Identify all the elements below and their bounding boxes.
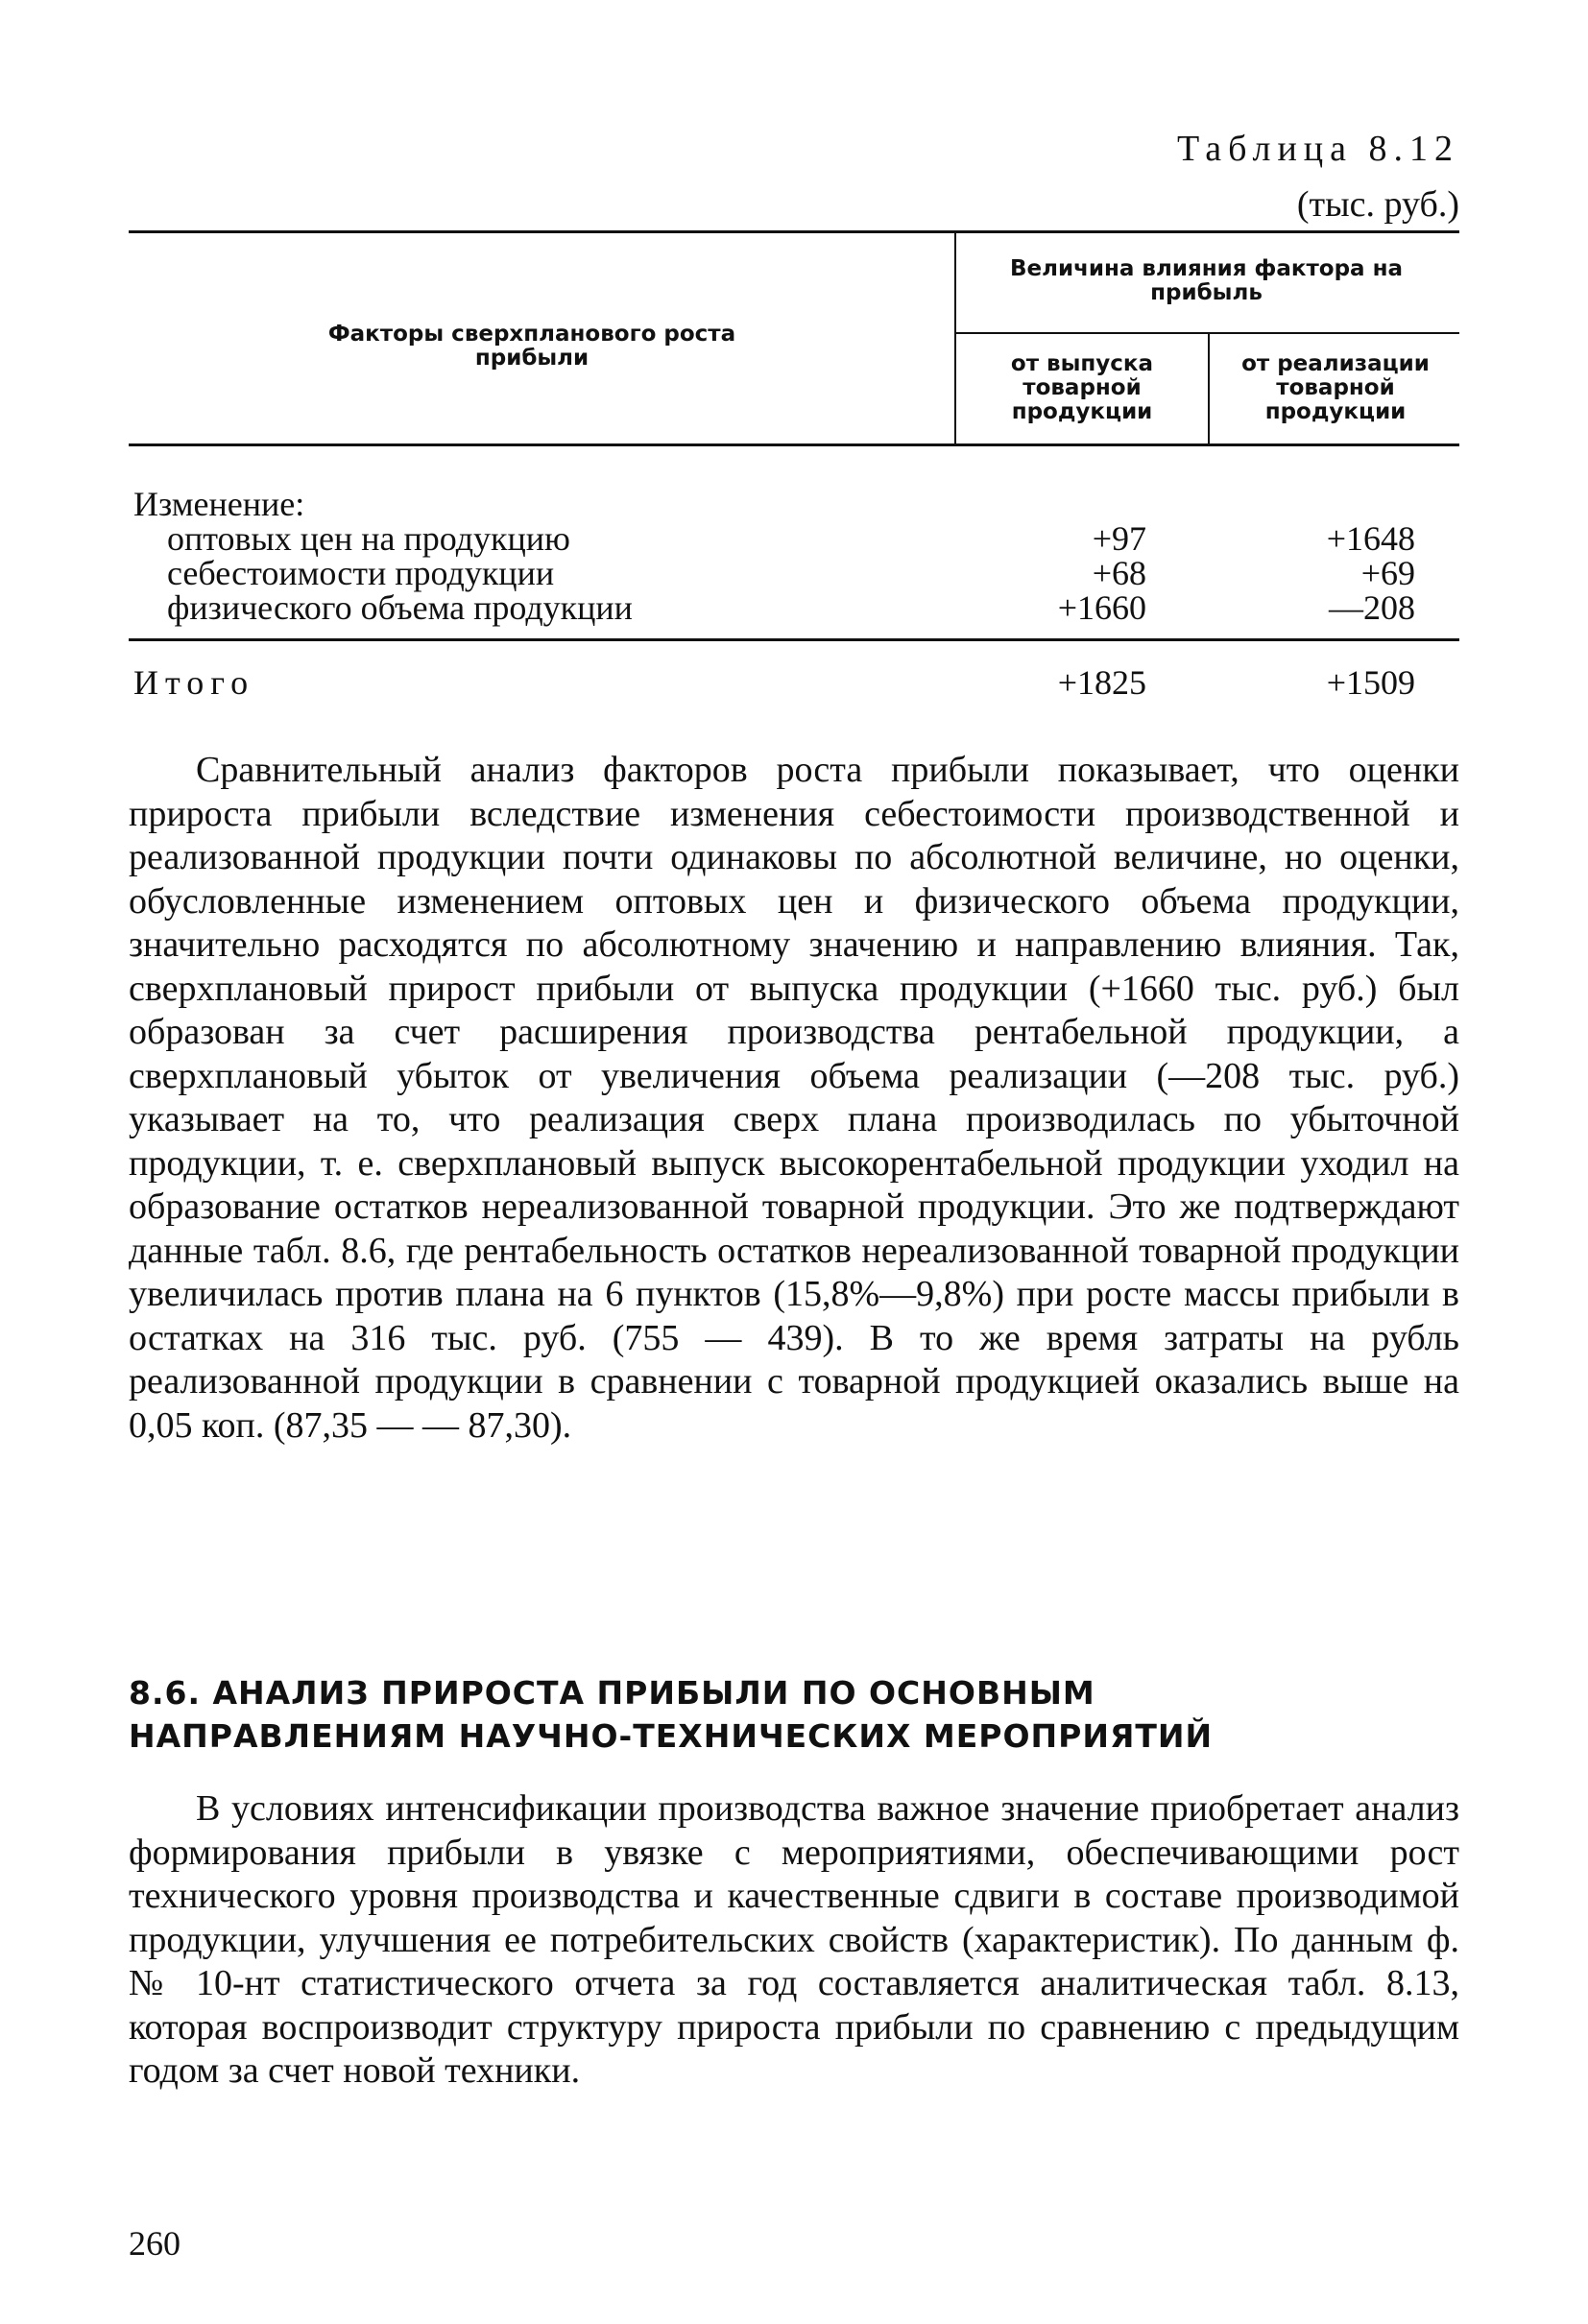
- row-label: физического объема продукции: [167, 588, 633, 627]
- total-separator-rule: [129, 638, 1459, 641]
- header-from-sales: от реализации товарной продукции: [1241, 351, 1430, 424]
- header-from-output: от выпуска товарной продукции: [1010, 351, 1154, 424]
- total-label: Итого: [133, 663, 255, 702]
- header-divider-1: [954, 230, 956, 443]
- table-caption: [1177, 121, 1459, 232]
- analysis-paragraph: [129, 749, 1459, 1448]
- table-units: (тыс. руб.): [1296, 184, 1459, 225]
- section-heading-line-2: НАПРАВЛЕНИЯМ НАУЧНО-ТЕХНИЧЕСКИХ МЕРОПРИЯТИЙ: [129, 1717, 1214, 1755]
- value-output: +1660: [1057, 588, 1146, 627]
- header-bottom-rule: [129, 443, 1459, 446]
- row-label: оптовых цен на продукцию: [167, 519, 570, 558]
- header-factors: Факторы сверхпланового роста прибыли: [327, 322, 736, 371]
- table-title: Таблица 8.12: [1176, 129, 1459, 169]
- total-sales: +1509: [1326, 663, 1415, 702]
- paragraph-text: В условиях интенсификации производства важное значение приобретает анализ формирования прибыли в увязке с мероприятиями, обеспечивающими рост технического уровня производства и качественные сдвиги в составе производимой продукции, улучшения ее потребительских свойств (характеристик). По данным ф. № 10-нт статистического отчета за год составляется аналитическая табл. 8.13, которая воспроизводит структуру прироста прибыли по сравнению с предыдущим годом за счет новой техники.: [129, 1788, 1459, 2091]
- paragraph-text: Сравнительный анализ факторов роста прибыли показывает, что оценки прироста прибыли вследствие изменения себестоимости производственной и реализованной продукции почти одинаковы по абсолютной величине, но оценки, обусловленные изменением оптовых цен и физического объема продукции, значительно расходятся по абсолютному значению и направлению влияния. Так, сверхплановый прирост прибыли от выпуска продукции (+1660 тыс. руб.) был образован за счет расширения производства рентабельной продукции, а сверхплановый убыток от увеличения объема реализации (—208 тыс. руб.) указывает на то, что реализация сверх плана производилась по убыточной продукции, т. е. сверхплановый выпуск высокорентабельной продукции уходил на образование остатков нереализованной товарной продукции. Это же подтверждают данные табл. 8.6, где рентабельность остатков нереализованной товарной продукции увеличилась против плана на 6 пунктов (15,8%—9,8%) при росте массы прибыли в остатках на 316 тыс. руб. (755 — 439). В то же время затраты на рубль реализованной продукции в сравнении с товарной продукцией оказались выше на 0,05 коп. (87,35 — — 87,30).: [129, 750, 1459, 1446]
- value-output: +68: [1092, 554, 1146, 592]
- value-sales: +69: [1360, 554, 1415, 592]
- total-output: +1825: [1057, 663, 1146, 702]
- table-top-rule: [129, 230, 1459, 233]
- value-output: +97: [1092, 519, 1146, 558]
- section-heading: [129, 1671, 1459, 1758]
- row-group-label: Изменение:: [133, 485, 305, 523]
- page-number: 260: [129, 2224, 180, 2263]
- section-paragraph: [129, 1787, 1459, 2094]
- value-sales: +1648: [1326, 519, 1415, 558]
- header-divider-2: [1208, 333, 1210, 444]
- header-influence-group: Величина влияния фактора на прибыль: [1010, 256, 1403, 305]
- row-label: себестоимости продукции: [167, 554, 555, 592]
- value-sales: —208: [1329, 588, 1415, 627]
- section-heading-line-1: 8.6. АНАЛИЗ ПРИРОСТА ПРИБЫЛИ ПО ОСНОВНЫМ: [129, 1674, 1095, 1712]
